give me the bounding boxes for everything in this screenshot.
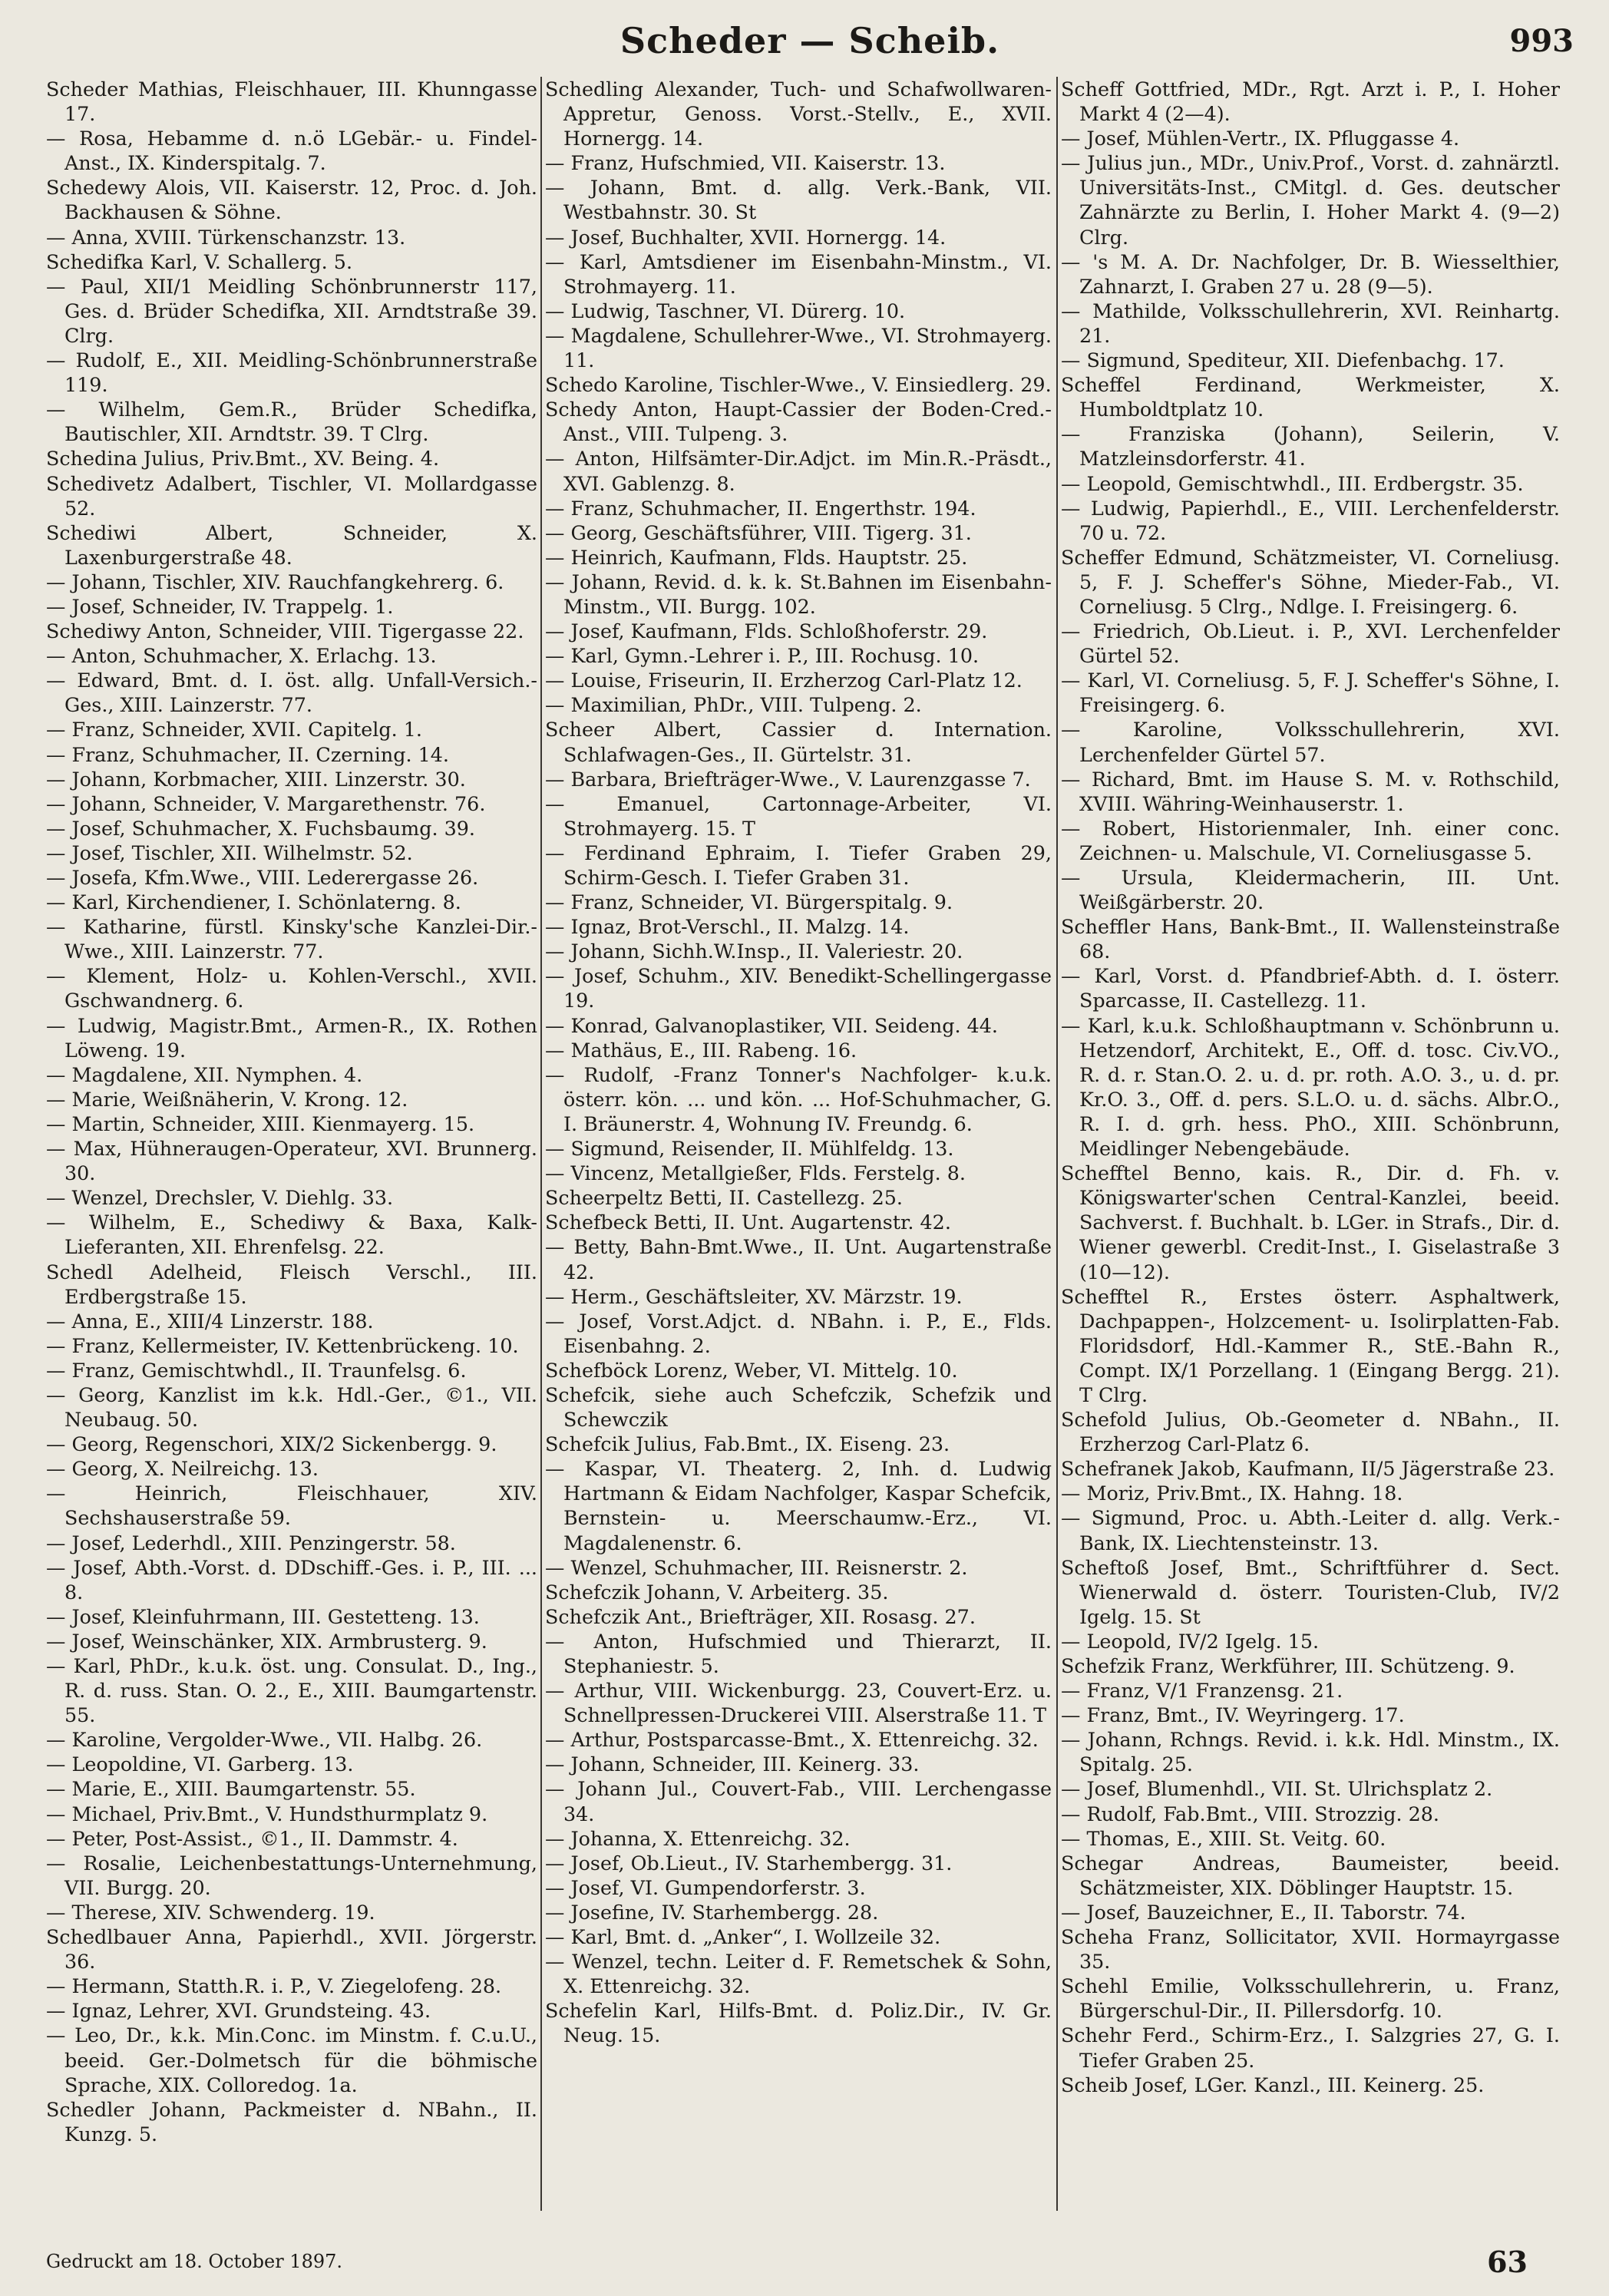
directory-entry: — Karl, Amtsdiener im Eisenbahn-Minstm., VI. Strohmayerg. 11. bbox=[545, 249, 1052, 298]
directory-entry: — Karl, Bmt. d. „Anker“, I. Wollzeile 32. bbox=[545, 1925, 941, 1949]
directory-entry: — Karl, k.u.k. Schloßhauptmann v. Schönbrunn u. Hetzendorf, Architekt, E., Off. d. tosc. Civ.VO., R. d. r. Stan.O. 2. u. d. pr. roth. A.O. 3., u. d. pr. Kr.O. 3., Off. d. pers. S.L.O. u. d. sächs. Albr.O., R. I. d. grh. hess. PhO., XIII. Schönbrunn, Meidlinger Nebengebäude. bbox=[1061, 1013, 1560, 1161]
directory-entry: — Karoline, Volksschullehrerin, XVI. Lerchenfelder Gürtel 57. bbox=[1061, 718, 1560, 766]
running-title: Scheder — Scheib. bbox=[619, 20, 1000, 61]
directory-entry: — Johann, Korbmacher, XIII. Linzerstr. 30. bbox=[46, 767, 466, 791]
directory-entry: — Therese, XIV. Schwenderg. 19. bbox=[46, 1900, 375, 1924]
directory-entry: — Franz, Schuhmacher, II. Czerning. 14. bbox=[46, 742, 449, 766]
directory-entry: — Johann Jul., Couvert-Fab., VIII. Lerchengasse 34. bbox=[545, 1777, 1052, 1825]
directory-entry: Schehl Emilie, Volksschullehrerin, u. Franz, Bürgerschul-Dir., II. Pillersdorfg. 10. bbox=[1061, 1974, 1560, 2023]
directory-entry: — Hermann, Statth.R. i. P., V. Ziegelofeng. 28. bbox=[46, 1974, 502, 1998]
directory-entry: — Karl, Vorst. d. Pfandbrief-Abth. d. I. österr. Sparcasse, II. Castellezg. 11. bbox=[1061, 964, 1560, 1013]
directory-entry: Schedina Julius, Priv.Bmt., XV. Being. 4. bbox=[46, 447, 440, 471]
directory-entry: — Josef, Kaufmann, Flds. Schloßhoferstr. 29. bbox=[545, 619, 988, 643]
directory-entry: — Josef, Schuhm., XIV. Benedikt-Schellingergasse 19. bbox=[545, 964, 1052, 1013]
directory-entry: — Franz, Schneider, XVII. Capitelg. 1. bbox=[46, 718, 422, 742]
directory-entry: — Magdalene, XII. Nymphen. 4. bbox=[46, 1062, 363, 1086]
directory-entry: — Franz, Bmt., IV. Weyringerg. 17. bbox=[1061, 1703, 1405, 1727]
directory-entry: Scheffer Edmund, Schätzmeister, VI. Corneliusg. 5, F. J. Scheffer's Söhne, Mieder-Fab., VI. Corneliusg. 5 Clrg., Ndlge. I. Freisingerg. 6. bbox=[1061, 545, 1560, 618]
directory-entry: — Josef, Kleinfuhrmann, III. Gestetteng. 13. bbox=[46, 1604, 480, 1628]
directory-entry: — Michael, Priv.Bmt., V. Hundsthurmplatz 9. bbox=[46, 1802, 488, 1825]
directory-entry: Scheder Mathias, Fleischhauer, III. Khunngasse 17. bbox=[46, 78, 537, 126]
directory-entry: — Kaspar, VI. Theaterg. 2, Inh. d. Ludwig Hartmann & Eidam Nachfolger, Kaspar Schefcik, Bernstein- u. Meerschaumw.-Erz., VI. Magdalenenstr. 6. bbox=[545, 1457, 1052, 1554]
directory-entry: — Robert, Historienmaler, Inh. einer conc. Zeichnen- u. Malschule, VI. Corneliusgasse 5. bbox=[1061, 816, 1560, 864]
directory-entry: Schedifka Karl, V. Schallerg. 5. bbox=[46, 249, 353, 273]
directory-entry: — Marie, E., XIII. Baumgartenstr. 55. bbox=[46, 1777, 416, 1801]
directory-entry: — Mathäus, E., III. Rabeng. 16. bbox=[545, 1038, 857, 1062]
directory-entry: — Wilhelm, E., Schediwy & Baxa, Kalk-Lieferanten, XII. Ehrenfelsg. 22. bbox=[46, 1211, 537, 1259]
directory-entry: — Thomas, E., XIII. St. Veitg. 60. bbox=[1061, 1826, 1386, 1850]
directory-entry: — Johann, Tischler, XIV. Rauchfangkehrerg. 6. bbox=[46, 570, 504, 593]
directory-entry: Schefcik Julius, Fab.Bmt., IX. Eiseng. 23. bbox=[545, 1432, 950, 1456]
directory-entry: — Heinrich, Fleischhauer, XIV. Sechshauserstraße 59. bbox=[46, 1482, 537, 1530]
page-footer bbox=[46, 2245, 1574, 2286]
directory-entry: — Johann, Bmt. d. allg. Verk.-Bank, VII. Westbahnstr. 30. St bbox=[545, 176, 1052, 224]
directory-entry: — Franziska (Johann), Seilerin, V. Matzleinsdorferstr. 41. bbox=[1061, 422, 1560, 471]
directory-entry: Schedl Adelheid, Fleisch Verschl., III. Erdbergstraße 15. bbox=[46, 1260, 537, 1308]
directory-entry: — Wenzel, Drechsler, V. Diehlg. 33. bbox=[46, 1186, 394, 1210]
directory-entry: Scheer Albert, Cassier d. Internation. Schlafwagen-Ges., II. Gürtelstr. 31. bbox=[545, 718, 1052, 766]
directory-entry: — Emanuel, Cartonnage-Arbeiter, VI. Strohmayerg. 15. T bbox=[545, 791, 1052, 840]
directory-entry: Schefold Julius, Ob.-Geometer d. NBahn., II. Erzherzog Carl-Platz 6. bbox=[1061, 1408, 1560, 1456]
directory-entry: Schefranek Jakob, Kaufmann, II/5 Jägerstraße 23. bbox=[1061, 1457, 1555, 1481]
column-divider bbox=[1056, 77, 1058, 2211]
directory-entry: — Martin, Schneider, XIII. Kienmayerg. 15. bbox=[46, 1112, 475, 1135]
directory-entry: — Konrad, Galvanoplastiker, VII. Seideng. 44. bbox=[545, 1013, 998, 1037]
directory-entry: Schedewy Alois, VII. Kaiserstr. 12, Proc. d. Joh. Backhausen & Söhne. bbox=[46, 176, 537, 224]
directory-entry: — Josef, Bauzeichner, E., II. Taborstr. 74. bbox=[1061, 1900, 1466, 1924]
directory-entry: — Maximilian, PhDr., VIII. Tulpeng. 2. bbox=[545, 693, 922, 717]
directory-entry: — Vincenz, Metallgießer, Flds. Ferstelg. 8. bbox=[545, 1161, 966, 1185]
directory-entry: — Josef, Schuhmacher, X. Fuchsbaumg. 39. bbox=[46, 816, 475, 840]
directory-entry: — Anna, XVIII. Türkenschanzstr. 13. bbox=[46, 225, 406, 249]
column-3 bbox=[1061, 77, 1560, 2211]
directory-entry: — Josef, Buchhalter, XVII. Hornergg. 14. bbox=[545, 225, 947, 249]
directory-entry: — Johann, Rchngs. Revid. i. k.k. Hdl. Minstm., IX. Spitalg. 25. bbox=[1061, 1728, 1560, 1776]
directory-entry: — Anton, Hufschmied und Thierarzt, II. Stephaniestr. 5. bbox=[545, 1629, 1052, 1677]
directory-entry: Schefelin Karl, Hilfs-Bmt. d. Poliz.Dir., IV. Gr. Neug. 15. bbox=[545, 1999, 1052, 2047]
directory-entry: Schefzik Franz, Werkführer, III. Schützeng. 9. bbox=[1061, 1654, 1515, 1677]
directory-entry: — Edward, Bmt. d. I. öst. allg. Unfall-Versich.-Ges., XIII. Lainzerstr. 77. bbox=[46, 669, 537, 717]
directory-entry: — Rudolf, -Franz Tonner's Nachfolger- k.u.k. österr. kön. ... und kön. ... Hof-Schuhmacher, G. I. Bräunerstr. 4, Wohnung IV. Freundg. 6. bbox=[545, 1062, 1052, 1135]
directory-entry: — Mathilde, Volksschullehrerin, XVI. Reinhartg. 21. bbox=[1061, 299, 1560, 347]
directory-entry: — Franz, V/1 Franzensg. 21. bbox=[1061, 1679, 1343, 1703]
directory-entry: — Magdalene, Schullehrer-Wwe., VI. Strohmayerg. 11. bbox=[545, 323, 1052, 372]
directory-entry: — Arthur, Postsparcasse-Bmt., X. Ettenreichg. 32. bbox=[545, 1728, 1039, 1752]
directory-entry: — Georg, Regenschori, XIX/2 Sickenbergg. 9. bbox=[46, 1432, 497, 1456]
directory-entry: — Ludwig, Papierhdl., E., VIII. Lerchenfelderstr. 70 u. 72. bbox=[1061, 496, 1560, 544]
directory-entry: Schefbeck Betti, II. Unt. Augartenstr. 42. bbox=[545, 1211, 951, 1234]
directory-entry: Schehr Ferd., Schirm-Erz., I. Salzgries 27, G. I. Tiefer Graben 25. bbox=[1061, 2023, 1560, 2072]
directory-entry: Schedling Alexander, Tuch- und Schafwollwaren-Appretur, Genoss. Vorst.-Stellv., E., XVII. Hornergg. 14. bbox=[545, 78, 1052, 150]
directory-entry: — Josefa, Kfm.Wwe., VIII. Lederergasse 26. bbox=[46, 866, 479, 889]
directory-entry: — 's M. A. Dr. Nachfolger, Dr. B. Wiesselthier, Zahnarzt, I. Graben 27 u. 28 (9—5). bbox=[1061, 249, 1560, 298]
directory-entry: — Sigmund, Reisender, II. Mühlfeldg. 13. bbox=[545, 1137, 954, 1161]
directory-entry: — Leopold, Gemischtwhdl., III. Erdbergstr. 35. bbox=[1061, 471, 1524, 495]
directory-entry: — Herm., Geschäftsleiter, XV. Märzstr. 19. bbox=[545, 1284, 963, 1308]
directory-entry: — Johann, Sichh.W.Insp., II. Valeriestr. 20. bbox=[545, 940, 963, 963]
directory-entry: — Barbara, Briefträger-Wwe., V. Laurenzgasse 7. bbox=[545, 767, 1031, 791]
directory-entry: — Karl, Kirchendiener, I. Schönlaterng. 8. bbox=[46, 890, 461, 914]
directory-entry: Scheff Gottfried, MDr., Rgt. Arzt i. P., I. Hoher Markt 4 (2—4). bbox=[1061, 78, 1560, 126]
directory-entry: — Josef, Lederhdl., XIII. Penzingerstr. 58. bbox=[46, 1531, 456, 1554]
directory-entry: — Rudolf, E., XII. Meidling-Schönbrunnerstraße 119. bbox=[46, 349, 537, 397]
directory-entry: — Josef, Vorst.Adjct. d. NBahn. i. P., E., Flds. Eisenbahng. 2. bbox=[545, 1309, 1052, 1357]
directory-entry: Schefcik, siehe auch Schefczik, Schefzik und Schewczik bbox=[545, 1383, 1052, 1432]
directory-entry: — Karl, VI. Corneliusg. 5, F. J. Scheffer's Söhne, I. Freisingerg. 6. bbox=[1061, 669, 1560, 717]
directory-entry: — Josef, Weinschänker, XIX. Armbrusterg. 9. bbox=[46, 1629, 487, 1653]
page-number: 993 bbox=[1509, 23, 1574, 59]
directory-entry: — Johann, Schneider, III. Keinerg. 33. bbox=[545, 1753, 920, 1776]
directory-entry: — Josefine, IV. Starhembergg. 28. bbox=[545, 1900, 879, 1924]
directory-entry: — Ferdinand Ephraim, I. Tiefer Graben 29, Schirm-Gesch. I. Tiefer Graben 31. bbox=[545, 841, 1052, 889]
directory-entry: Schedo Karoline, Tischler-Wwe., V. Einsiedlerg. 29. bbox=[545, 373, 1052, 397]
directory-entry: — Sigmund, Proc. u. Abth.-Leiter d. allg. Verk.-Bank, IX. Liechtensteinstr. 13. bbox=[1061, 1506, 1560, 1554]
directory-entry: — Leo, Dr., k.k. Min.Conc. im Minstm. f. C.u.U., beeid. Ger.-Dolmetsch für die böhmische Sprache, XIX. Colloredog. 1a. bbox=[46, 2023, 537, 2096]
directory-entry: — Klement, Holz- u. Kohlen-Verschl., XVII. Gschwandnerg. 6. bbox=[46, 964, 537, 1013]
directory-entry: — Anton, Schuhmacher, X. Erlachg. 13. bbox=[46, 644, 437, 668]
directory-entry: Scheffler Hans, Bank-Bmt., II. Wallensteinstraße 68. bbox=[1061, 915, 1560, 963]
directory-entry: — Ursula, Kleidermacherin, III. Unt. Weißgärberstr. 20. bbox=[1061, 866, 1560, 914]
directory-entry: — Marie, Weißnäherin, V. Krong. 12. bbox=[46, 1087, 408, 1111]
page-header bbox=[46, 17, 1574, 78]
directory-entry: Schefböck Lorenz, Weber, VI. Mittelg. 10. bbox=[545, 1358, 958, 1382]
directory-entry: — Franz, Kellermeister, IV. Kettenbrückeng. 10. bbox=[46, 1333, 519, 1357]
column-divider bbox=[540, 77, 542, 2211]
column-1 bbox=[46, 77, 537, 2211]
directory-entry: — Arthur, VIII. Wickenburgg. 23, Couvert-Erz. u. Schnellpressen-Druckerei VIII. Alserstraße 11. T bbox=[545, 1679, 1052, 1727]
directory-entry: — Ignaz, Lehrer, XVI. Grundsteing. 43. bbox=[46, 1999, 431, 2023]
directory-entry: — Karl, PhDr., k.u.k. öst. ung. Consulat. D., Ing., R. d. russ. Stan. O. 2., E., XIII. Baumgartenstr. 55. bbox=[46, 1654, 537, 1727]
directory-entry: Schegar Andreas, Baumeister, beeid. Schätzmeister, XIX. Döblinger Hauptstr. 15. bbox=[1061, 1851, 1560, 1899]
directory-entry: Schedivetz Adalbert, Tischler, VI. Mollardgasse 52. bbox=[46, 471, 537, 520]
directory-entry: Scheftoß Josef, Bmt., Schriftführer d. Sect. Wienerwald d. österr. Touristen-Club, IV/2 Igelg. 15. St bbox=[1061, 1555, 1560, 1628]
directory-entry: Scheib Josef, LGer. Kanzl., III. Keinerg. 25. bbox=[1061, 2073, 1485, 2096]
directory-entry: — Katharine, fürstl. Kinsky'sche Kanzlei-Dir.-Wwe., XIII. Lainzerstr. 77. bbox=[46, 915, 537, 963]
directory-entry: — Johann, Schneider, V. Margarethenstr. 76. bbox=[46, 791, 486, 815]
directory-entry: — Wilhelm, Gem.R., Brüder Schedifka, Bautischler, XII. Arndtstr. 39. T Clrg. bbox=[46, 398, 537, 446]
directory-entry: Scheerpeltz Betti, II. Castellezg. 25. bbox=[545, 1186, 904, 1210]
directory-entry: — Josef, Abth.-Vorst. d. DDschiff.-Ges. i. P., III. ... 8. bbox=[46, 1555, 537, 1604]
directory-entry: — Josef, VI. Gumpendorferstr. 3. bbox=[545, 1875, 866, 1899]
directory-entry: — Rudolf, Fab.Bmt., VIII. Strozzig. 28. bbox=[1061, 1802, 1439, 1825]
directory-entry: — Josef, Mühlen-Vertr., IX. Pfluggasse 4. bbox=[1061, 127, 1460, 150]
directory-entry: — Friedrich, Ob.Lieut. i. P., XVI. Lerchenfelder Gürtel 52. bbox=[1061, 619, 1560, 668]
directory-entry: — Louise, Friseurin, II. Erzherzog Carl-Platz 12. bbox=[545, 669, 1023, 692]
directory-entry: — Josef, Ob.Lieut., IV. Starhembergg. 31. bbox=[545, 1851, 953, 1875]
directory-entry: — Leopold, IV/2 Igelg. 15. bbox=[1061, 1629, 1320, 1653]
directory-entry: — Franz, Schuhmacher, II. Engerthstr. 194. bbox=[545, 496, 976, 520]
directory-entry: — Sigmund, Spediteur, XII. Diefenbachg. 17. bbox=[1061, 349, 1505, 372]
directory-entry: — Julius jun., MDr., Univ.Prof., Vorst. d. zahnärztl. Universitäts-Inst., CMitgl. d. Ges. deutscher Zahnärzte zu Berlin, I. Hoher Markt 4. (9—2) Clrg. bbox=[1061, 151, 1560, 249]
directory-entry: — Richard, Bmt. im Hause S. M. v. Rothschild, XVIII. Währing-Weinhauserstr. 1. bbox=[1061, 767, 1560, 815]
directory-entry: — Heinrich, Kaufmann, Flds. Hauptstr. 25. bbox=[545, 545, 968, 569]
directory-entry: Scheffel Ferdinand, Werkmeister, X. Humboldtplatz 10. bbox=[1061, 373, 1560, 421]
directory-entry: — Betty, Bahn-Bmt.Wwe., II. Unt. Augartenstraße 42. bbox=[545, 1235, 1052, 1283]
directory-entry: Schediwy Anton, Schneider, VIII. Tigergasse 22. bbox=[46, 619, 524, 643]
directory-entry: — Wenzel, Schuhmacher, III. Reisnerstr. 2. bbox=[545, 1555, 968, 1579]
directory-entry: — Johann, Revid. d. k. k. St.Bahnen im Eisenbahn-Minstm., VII. Burgg. 102. bbox=[545, 570, 1052, 618]
directory-entry: Schedy Anton, Haupt-Cassier der Boden-Cred.-Anst., VIII. Tulpeng. 3. bbox=[545, 398, 1052, 446]
signature-mark: 63 bbox=[1487, 2245, 1528, 2279]
directory-entry: — Anna, E., XIII/4 Linzerstr. 188. bbox=[46, 1309, 374, 1333]
directory-entry: — Max, Hühneraugen-Operateur, XVI. Brunnerg. 30. bbox=[46, 1137, 537, 1185]
directory-entry: — Georg, X. Neilreichg. 13. bbox=[46, 1457, 319, 1481]
directory-entry: — Wenzel, techn. Leiter d. F. Remetschek & Sohn, X. Ettenreichg. 32. bbox=[545, 1950, 1052, 1998]
printed-date: Gedruckt am 18. October 1897. bbox=[46, 2251, 343, 2272]
directory-entry: — Ludwig, Taschner, VI. Dürerg. 10. bbox=[545, 299, 906, 322]
directory-entry: — Josef, Blumenhdl., VII. St. Ulrichsplatz 2. bbox=[1061, 1777, 1493, 1801]
directory-entry: — Moriz, Priv.Bmt., IX. Hahng. 18. bbox=[1061, 1482, 1403, 1505]
directory-entry: — Franz, Hufschmied, VII. Kaiserstr. 13. bbox=[545, 151, 946, 175]
directory-entry: Schedler Johann, Packmeister d. NBahn., II. Kunzg. 5. bbox=[46, 2097, 537, 2146]
directory-entry: — Leopoldine, VI. Garberg. 13. bbox=[46, 1753, 354, 1776]
directory-entry: — Georg, Geschäftsführer, VIII. Tigerg. 31. bbox=[545, 520, 972, 544]
directory-entry: — Franz, Gemischtwhdl., II. Traunfelsg. 6. bbox=[46, 1358, 467, 1382]
directory-entry: — Karl, Gymn.-Lehrer i. P., III. Rochusg. 10. bbox=[545, 644, 980, 668]
directory-entry: — Josef, Schneider, IV. Trappelg. 1. bbox=[46, 594, 394, 618]
directory-entry: Schefftel Benno, kais. R., Dir. d. Fh. v. Königswarter'schen Central-Kanzlei, beeid. Sachverst. f. Buchhalt. b. LGer. in Strafs., Dir. d. Wiener gewerbl. Credit-Inst., I. Giselastraße 3 (10—12). bbox=[1061, 1161, 1560, 1283]
column-2 bbox=[545, 77, 1052, 2211]
directory-entry: — Ludwig, Magistr.Bmt., Armen-R., IX. Rothen Löweng. 19. bbox=[46, 1013, 537, 1062]
directory-entry: — Rosa, Hebamme d. n.ö LGebär.- u. Findel-Anst., IX. Kinderspitalg. 7. bbox=[46, 127, 537, 175]
directory-entry: Schedlbauer Anna, Papierhdl., XVII. Jörgerstr. 36. bbox=[46, 1925, 537, 1974]
directory-entry: — Karoline, Vergolder-Wwe., VII. Halbg. 26. bbox=[46, 1728, 483, 1752]
directory-entry: Schefczik Johann, V. Arbeiterg. 35. bbox=[545, 1580, 889, 1604]
directory-entry: — Peter, Post-Assist., ©1., II. Dammstr. 4. bbox=[46, 1826, 458, 1850]
directory-entry: — Rosalie, Leichenbestattungs-Unternehmung, VII. Burgg. 20. bbox=[46, 1851, 537, 1899]
directory-entry: — Ignaz, Brot-Verschl., II. Malzg. 14. bbox=[545, 915, 910, 939]
directory-entry: Schefczik Ant., Briefträger, XII. Rosasg. 27. bbox=[545, 1604, 976, 1628]
directory-entry: — Josef, Tischler, XII. Wilhelmstr. 52. bbox=[46, 841, 413, 864]
directory-entry: — Franz, Schneider, VI. Bürgerspitalg. 9. bbox=[545, 890, 953, 914]
directory-entry: — Paul, XII/1 Meidling Schönbrunnerstr 117, Ges. d. Brüder Schedifka, XII. Arndtstraße 39. Clrg. bbox=[46, 274, 537, 347]
directory-entry: — Johanna, X. Ettenreichg. 32. bbox=[545, 1826, 851, 1850]
directory-entry: Schefftel R., Erstes österr. Asphaltwerk, Dachpappen-, Holzcement- u. Isolirplatten-Fab. Floridsdorf, Hdl.-Kammer R., StE.-Bahn R., Compt. IX/1 Porzellang. 1 (Eingang Bergg. 21). T Clrg. bbox=[1061, 1284, 1560, 1406]
directory-entry: Scheha Franz, Sollicitator, XVII. Hormayrgasse 35. bbox=[1061, 1925, 1560, 1974]
directory-entry: Schedi̇wi Albert, Schneider, X. Laxenburgerstraße 48. bbox=[46, 520, 537, 569]
directory-entry: — Anton, Hilfsämter-Dir.Adjct. im Min.R.-Präsdt., XVI. Gablenzg. 8. bbox=[545, 447, 1052, 495]
directory-entry: — Georg, Kanzlist im k.k. Hdl.-Ger., ©1., VII. Neubaug. 50. bbox=[46, 1383, 537, 1432]
